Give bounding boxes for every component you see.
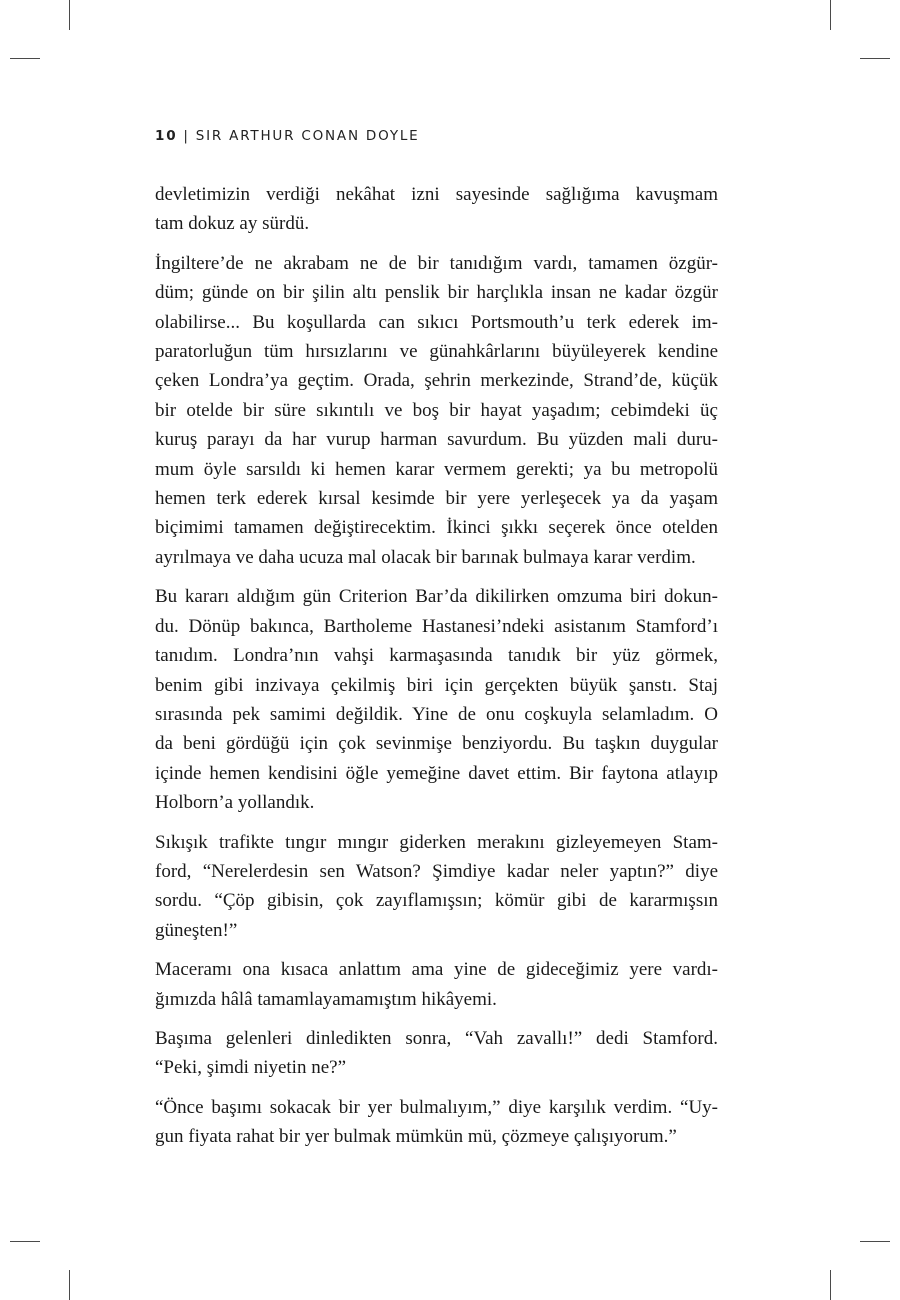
- crop-mark-top-right: [830, 0, 831, 30]
- text-line: tanıdım. Londra’nın vahşi karmaşasında tanıdık bir yüz görmek,: [155, 645, 718, 667]
- text-line: benim gibi inzivaya çekilmiş biri için gerçekten büyük şanstı. Staj: [155, 674, 718, 696]
- text-line: biçimimi tamamen değiştirecektim. İkinci şıkkı seçerek önce otelden: [155, 517, 718, 539]
- paragraph: [155, 249, 718, 572]
- text-line: düm; günde on bir şilin altı penslik bir harçlıkla insan ne kadar özgür: [155, 282, 718, 304]
- text-line: sırasında pek samimi değildik. Yine de onu coşkuyla selamladım. O: [155, 703, 718, 725]
- text-line: “Peki, şimdi niyetin ne?”: [155, 1057, 347, 1079]
- text-line: devletimizin verdiği nekâhat izni sayesinde sağlığıma kavuşmam: [155, 184, 718, 205]
- text-line: çeken Londra’ya geçtim. Orada, şehrin merkezinde, Strand’de, küçük: [155, 370, 718, 392]
- crop-mark-left-top: [10, 58, 40, 59]
- text-line: “Önce başımı sokacak bir yer bulmalıyım,” diye karşılık verdim. “Uy-: [155, 1096, 718, 1118]
- text-line: Başıma gelenleri dinledikten sonra, “Vah zavallı!” dedi Stamford.: [155, 1027, 718, 1049]
- paragraph: [155, 955, 718, 1014]
- text-line: du. Dönüp bakınca, Bartholeme Hastanesi’ndeki asistanım Stamford’ı: [155, 615, 718, 637]
- text-line: kuruş parayı da har vurup harman savurdum. Bu yüzden mali duru-: [155, 429, 718, 451]
- text-line: güneşten!”: [155, 919, 238, 941]
- text-line: içinde hemen kendisini öğle yemeğine davet ettim. Bir faytona atlayıp: [155, 762, 718, 784]
- text-line: gun fiyata rahat bir yer bulmak mümkün mü, çözmeye çalışıyorum.”: [155, 1126, 677, 1148]
- page-number: 10: [155, 128, 178, 144]
- crop-mark-top-left: [69, 0, 70, 30]
- running-head: [155, 128, 420, 144]
- text-line: ğımızda hâlâ tamamlayamamıştım hikâyemi.: [155, 988, 497, 1010]
- text-line: Sıkışık trafikte tıngır mıngır giderken merakını gizleyemeyen Stam-: [155, 831, 718, 853]
- crop-mark-right-top: [860, 58, 890, 59]
- text-line: paratorluğun tüm hırsızlarını ve günahkârlarını büyüleyerek kendine: [155, 341, 718, 363]
- paragraph: [155, 1024, 718, 1083]
- text-line: hemen terk ederek kırsal kesimde bir yere yerleşecek ya da yaşam: [155, 488, 718, 510]
- text-line: mum öyle sarsıldı ki hemen karar vermem gerekti; ya bu metropolü: [155, 458, 718, 480]
- text-line: tam dokuz ay sürdü.: [155, 213, 310, 235]
- header-separator: |: [183, 128, 190, 144]
- text-line: olabilirse... Bu koşullarda can sıkıcı Portsmouth’u terk ederek im-: [155, 311, 718, 333]
- crop-mark-bottom-right: [830, 1270, 831, 1300]
- crop-mark-right-bottom: [860, 1241, 890, 1242]
- text-line: sordu. “Çöp gibisin, çok zayıflamışsın; kömür gibi de kararmışsın: [155, 890, 718, 912]
- text-line: bir otelde bir süre sıkıntılı ve boş bir hayat yaşadım; cebimdeki üç: [155, 399, 718, 421]
- crop-mark-left-bottom: [10, 1241, 40, 1242]
- text-line: Maceramı ona kısaca anlattım ama yine de gideceğimiz yere vardı-: [155, 959, 718, 981]
- author-name: SIR ARTHUR CONAN DOYLE: [195, 128, 420, 144]
- text-line: ford, “Nerelerdesin sen Watson? Şimdiye kadar neler yaptın?” diye: [155, 860, 718, 882]
- crop-mark-bottom-left: [69, 1270, 70, 1300]
- text-line: da beni gördüğü için çok sevinmişe benziyordu. Bu taşkın duygular: [155, 733, 718, 755]
- text-line: Bu kararı aldığım gün Criterion Bar’da dikilirken omzuma biri dokun-: [155, 586, 718, 608]
- text-line: ayrılmaya ve daha ucuza mal olacak bir barınak bulmaya karar verdim.: [155, 546, 696, 568]
- text-line: İngiltere’de ne akrabam ne de bir tanıdığım vardı, tamamen özgür-: [155, 252, 718, 274]
- paragraph: [155, 582, 718, 817]
- paragraph: [155, 180, 718, 239]
- body-text: [155, 180, 718, 1162]
- paragraph: [155, 828, 718, 946]
- paragraph: [155, 1093, 718, 1152]
- text-line: Holborn’a yollandık.: [155, 792, 315, 814]
